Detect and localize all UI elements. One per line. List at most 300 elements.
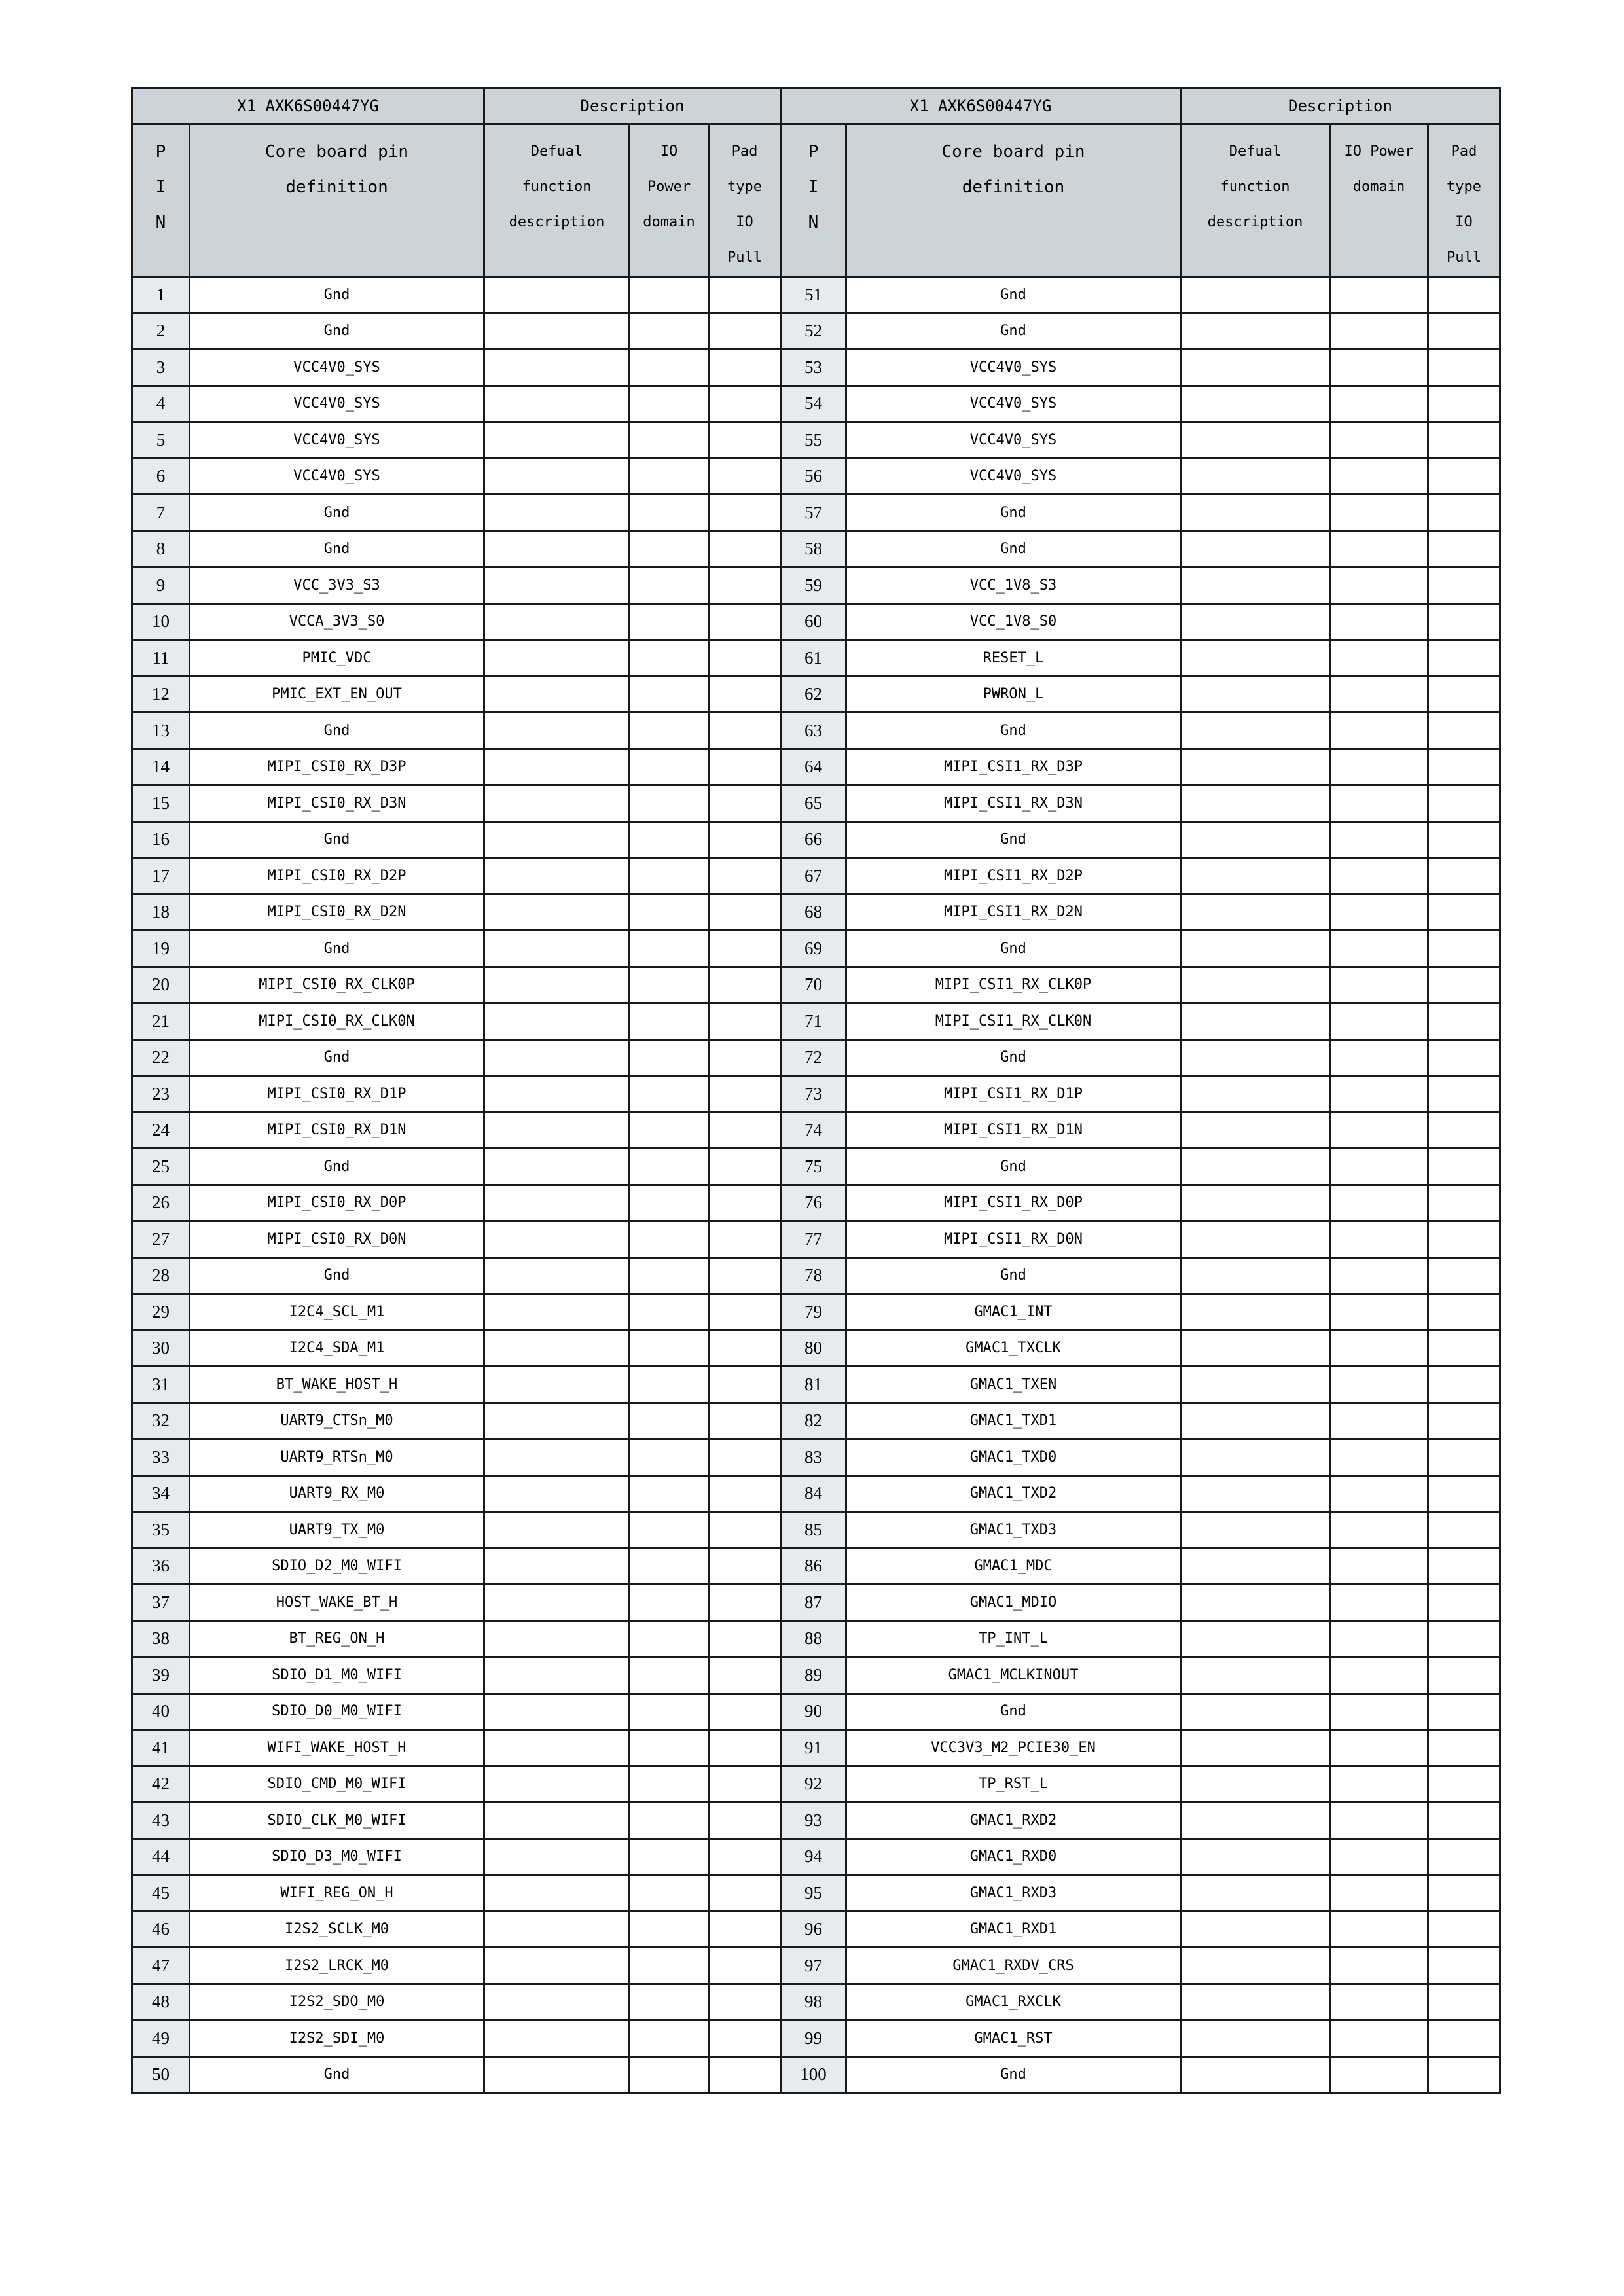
pad-type-cell-left xyxy=(709,1948,781,1984)
default-function-cell-left xyxy=(484,386,630,422)
io-power-cell-right xyxy=(1330,1693,1428,1730)
core-pin-name-right: MIPI_CSI1_RX_CLK0N xyxy=(846,1003,1181,1040)
pad-type-cell-right xyxy=(1428,1403,1500,1439)
pin-number-right: 86 xyxy=(781,1548,846,1585)
pad-type-cell-right xyxy=(1428,2020,1500,2057)
core-pin-name-left: MIPI_CSI0_RX_D0N xyxy=(190,1221,484,1258)
default-function-cell-left xyxy=(484,749,630,785)
io-power-cell-right xyxy=(1330,676,1428,713)
io-power-cell-left xyxy=(630,1984,709,2020)
io-power-cell-left xyxy=(630,1112,709,1149)
pad-type-cell-left xyxy=(709,1693,781,1730)
default-function-cell-right xyxy=(1181,1403,1330,1439)
pad-type-cell-left xyxy=(709,1367,781,1403)
core-pin-name-right: Gnd xyxy=(846,313,1181,350)
core-pin-name-left: MIPI_CSI0_RX_D3P xyxy=(190,749,484,785)
pin-number-left: 35 xyxy=(132,1512,190,1549)
default-function-cell-left xyxy=(484,1475,630,1512)
default-function-cell-right xyxy=(1181,458,1330,495)
io-power-cell-right xyxy=(1330,531,1428,567)
default-function-cell-right xyxy=(1181,603,1330,640)
default-function-header-left: Defual function description xyxy=(484,124,630,277)
default-function-cell-left xyxy=(484,2056,630,2093)
default-function-cell-left xyxy=(484,1803,630,1839)
pin-number-right: 78 xyxy=(781,1257,846,1294)
default-function-cell-right xyxy=(1181,2020,1330,2057)
pin-number-left: 46 xyxy=(132,1911,190,1948)
io-power-cell-left xyxy=(630,676,709,713)
pad-type-cell-right xyxy=(1428,1948,1500,1984)
default-function-cell-right xyxy=(1181,1367,1330,1403)
pad-type-cell-right xyxy=(1428,1439,1500,1476)
default-function-cell-left xyxy=(484,1875,630,1912)
core-pin-name-left: MIPI_CSI0_RX_D1N xyxy=(190,1112,484,1149)
pin-number-left: 30 xyxy=(132,1330,190,1367)
default-function-cell-right xyxy=(1181,1657,1330,1694)
pin-number-left: 24 xyxy=(132,1112,190,1149)
pad-type-cell-right xyxy=(1428,1984,1500,2020)
pad-type-cell-left xyxy=(709,603,781,640)
default-function-cell-left xyxy=(484,1512,630,1549)
table-row xyxy=(132,1875,1500,1912)
default-function-cell-left xyxy=(484,640,630,677)
default-function-cell-right xyxy=(1181,1548,1330,1585)
table-row xyxy=(132,458,1500,495)
core-pin-name-left: Gnd xyxy=(190,713,484,749)
pin-number-right: 87 xyxy=(781,1585,846,1621)
table-row xyxy=(132,350,1500,386)
pad-type-cell-right xyxy=(1428,1548,1500,1585)
pin-number-left: 43 xyxy=(132,1803,190,1839)
core-pin-name-right: GMAC1_TXD2 xyxy=(846,1475,1181,1512)
io-power-cell-right xyxy=(1330,1185,1428,1221)
pin-number-left: 45 xyxy=(132,1875,190,1912)
pad-type-cell-left xyxy=(709,821,781,858)
pin-number-left: 34 xyxy=(132,1475,190,1512)
io-power-cell-left xyxy=(630,858,709,895)
pad-type-cell-left xyxy=(709,1294,781,1331)
pin-number-left: 36 xyxy=(132,1548,190,1585)
io-power-cell-left xyxy=(630,821,709,858)
core-pin-name-left: UART9_RTSn_M0 xyxy=(190,1439,484,1476)
core-pin-name-right: Gnd xyxy=(846,1039,1181,1076)
pin-number-left: 48 xyxy=(132,1984,190,2020)
io-power-cell-right xyxy=(1330,1548,1428,1585)
pin-definition-table xyxy=(131,87,1501,2094)
table-row xyxy=(132,1003,1500,1040)
pad-type-cell-left xyxy=(709,1875,781,1912)
pad-type-cell-right xyxy=(1428,821,1500,858)
pad-type-cell-left xyxy=(709,531,781,567)
pin-number-right: 84 xyxy=(781,1475,846,1512)
pin-number-right: 65 xyxy=(781,785,846,822)
core-pin-name-right: GMAC1_RXCLK xyxy=(846,1984,1181,2020)
default-function-cell-left xyxy=(484,1766,630,1803)
pad-type-cell-left xyxy=(709,1621,781,1657)
pad-type-cell-left xyxy=(709,277,781,314)
pin-number-right: 80 xyxy=(781,1330,846,1367)
pad-type-cell-left xyxy=(709,967,781,1003)
io-power-cell-right xyxy=(1330,567,1428,604)
pin-number-right: 77 xyxy=(781,1221,846,1258)
pin-number-right: 88 xyxy=(781,1621,846,1657)
io-power-cell-right xyxy=(1330,894,1428,931)
core-pin-name-right: RESET_L xyxy=(846,640,1181,677)
io-power-cell-right xyxy=(1330,1403,1428,1439)
core-pin-name-left: VCC4V0_SYS xyxy=(190,350,484,386)
table-row xyxy=(132,1948,1500,1984)
pad-type-cell-left xyxy=(709,1149,781,1185)
core-pin-name-left: I2C4_SDA_M1 xyxy=(190,1330,484,1367)
pin-number-left: 17 xyxy=(132,858,190,895)
table-row xyxy=(132,1548,1500,1585)
pad-type-cell-left xyxy=(709,2020,781,2057)
default-function-cell-left xyxy=(484,603,630,640)
core-pin-name-left: BT_WAKE_HOST_H xyxy=(190,1367,484,1403)
core-pin-name-right: MIPI_CSI1_RX_D2N xyxy=(846,894,1181,931)
pad-type-cell-right xyxy=(1428,1039,1500,1076)
core-pin-name-right: Gnd xyxy=(846,1149,1181,1185)
table-row xyxy=(132,640,1500,677)
pin-number-left: 3 xyxy=(132,350,190,386)
default-function-cell-right xyxy=(1181,2056,1330,2093)
core-pin-name-right: PWRON_L xyxy=(846,676,1181,713)
default-function-cell-left xyxy=(484,1076,630,1113)
io-power-cell-left xyxy=(630,458,709,495)
io-power-cell-left xyxy=(630,749,709,785)
pad-type-cell-left xyxy=(709,458,781,495)
pad-type-cell-left xyxy=(709,931,781,967)
core-pin-name-right: Gnd xyxy=(846,1257,1181,1294)
default-function-cell-left xyxy=(484,277,630,314)
default-function-cell-left xyxy=(484,967,630,1003)
pad-type-cell-right xyxy=(1428,531,1500,567)
pad-type-cell-right xyxy=(1428,1585,1500,1621)
core-pin-name-right: MIPI_CSI1_RX_D3P xyxy=(846,749,1181,785)
pin-number-left: 44 xyxy=(132,1839,190,1875)
pad-type-cell-left xyxy=(709,386,781,422)
io-power-cell-left xyxy=(630,1076,709,1113)
io-power-cell-right xyxy=(1330,1439,1428,1476)
pad-type-cell-left xyxy=(709,713,781,749)
pin-header-right: P I N xyxy=(781,124,846,277)
io-power-cell-left xyxy=(630,1367,709,1403)
io-power-cell-right xyxy=(1330,1948,1428,1984)
core-pin-name-left: Gnd xyxy=(190,277,484,314)
column-header-row xyxy=(132,124,1500,277)
table-row xyxy=(132,1367,1500,1403)
default-function-cell-left xyxy=(484,1330,630,1367)
io-power-cell-right xyxy=(1330,967,1428,1003)
default-function-cell-right xyxy=(1181,858,1330,895)
io-power-cell-right xyxy=(1330,785,1428,822)
default-function-cell-right xyxy=(1181,1621,1330,1657)
pin-number-right: 85 xyxy=(781,1512,846,1549)
pad-type-cell-left xyxy=(709,350,781,386)
pin-number-left: 12 xyxy=(132,676,190,713)
default-function-cell-left xyxy=(484,1003,630,1040)
io-power-cell-right xyxy=(1330,1984,1428,2020)
default-function-cell-right xyxy=(1181,821,1330,858)
core-pin-name-right: GMAC1_RXD3 xyxy=(846,1875,1181,1912)
io-power-cell-left xyxy=(630,422,709,459)
table-row xyxy=(132,2020,1500,2057)
default-function-cell-left xyxy=(484,1839,630,1875)
core-pin-name-left: Gnd xyxy=(190,531,484,567)
core-pin-name-left: Gnd xyxy=(190,1149,484,1185)
description-left-title: Description xyxy=(484,88,781,124)
pin-number-left: 21 xyxy=(132,1003,190,1040)
io-power-cell-right xyxy=(1330,1149,1428,1185)
default-function-cell-left xyxy=(484,1439,630,1476)
core-pin-name-left: VCC4V0_SYS xyxy=(190,458,484,495)
pin-number-right: 82 xyxy=(781,1403,846,1439)
core-pin-name-right: GMAC1_MDIO xyxy=(846,1585,1181,1621)
default-function-cell-right xyxy=(1181,1221,1330,1258)
io-power-cell-left xyxy=(630,1621,709,1657)
pin-number-left: 1 xyxy=(132,277,190,314)
core-pin-name-right: MIPI_CSI1_RX_D0N xyxy=(846,1221,1181,1258)
default-function-cell-left xyxy=(484,1730,630,1767)
default-function-cell-left xyxy=(484,1657,630,1694)
pin-number-left: 5 xyxy=(132,422,190,459)
table-row xyxy=(132,386,1500,422)
default-function-cell-right xyxy=(1181,967,1330,1003)
pin-number-right: 66 xyxy=(781,821,846,858)
pin-number-right: 92 xyxy=(781,1766,846,1803)
group-left-title: X1 AXK6S00447YG xyxy=(132,88,484,124)
pad-type-cell-right xyxy=(1428,1875,1500,1912)
core-pin-name-right: GMAC1_TXEN xyxy=(846,1367,1181,1403)
default-function-cell-right xyxy=(1181,386,1330,422)
pin-number-right: 64 xyxy=(781,749,846,785)
default-function-cell-right xyxy=(1181,1185,1330,1221)
core-pin-name-left: WIFI_WAKE_HOST_H xyxy=(190,1730,484,1767)
core-pin-name-right: MIPI_CSI1_RX_CLK0P xyxy=(846,967,1181,1003)
io-power-cell-left xyxy=(630,350,709,386)
core-pin-name-right: Gnd xyxy=(846,821,1181,858)
pin-number-right: 94 xyxy=(781,1839,846,1875)
io-power-cell-right xyxy=(1330,350,1428,386)
description-right-title: Description xyxy=(1181,88,1500,124)
default-function-cell-left xyxy=(484,1403,630,1439)
table-row xyxy=(132,1621,1500,1657)
pin-number-left: 20 xyxy=(132,967,190,1003)
default-function-cell-left xyxy=(484,1221,630,1258)
default-function-cell-left xyxy=(484,495,630,531)
table-row xyxy=(132,894,1500,931)
pad-type-cell-right xyxy=(1428,422,1500,459)
pin-number-left: 26 xyxy=(132,1185,190,1221)
pad-type-cell-right xyxy=(1428,1257,1500,1294)
pad-type-cell-right xyxy=(1428,1475,1500,1512)
core-pin-name-left: BT_REG_ON_H xyxy=(190,1621,484,1657)
default-function-cell-left xyxy=(484,931,630,967)
default-function-cell-left xyxy=(484,531,630,567)
core-pin-name-right: VCC4V0_SYS xyxy=(846,386,1181,422)
core-pin-header-right: Core board pin definition xyxy=(846,124,1181,277)
io-power-cell-left xyxy=(630,1657,709,1694)
pin-number-left: 25 xyxy=(132,1149,190,1185)
table-row xyxy=(132,313,1500,350)
default-function-cell-right xyxy=(1181,640,1330,677)
pad-type-cell-left xyxy=(709,1475,781,1512)
pin-number-right: 72 xyxy=(781,1039,846,1076)
default-function-cell-right xyxy=(1181,1730,1330,1767)
core-pin-name-right: Gnd xyxy=(846,495,1181,531)
pad-type-cell-right xyxy=(1428,1367,1500,1403)
default-function-cell-right xyxy=(1181,531,1330,567)
pad-type-cell-right xyxy=(1428,1621,1500,1657)
core-pin-name-right: Gnd xyxy=(846,531,1181,567)
io-power-cell-left xyxy=(630,1294,709,1331)
core-pin-name-right: GMAC1_TXD3 xyxy=(846,1512,1181,1549)
pin-number-left: 50 xyxy=(132,2056,190,2093)
core-pin-name-right: VCC_1V8_S0 xyxy=(846,603,1181,640)
pin-number-left: 6 xyxy=(132,458,190,495)
default-function-cell-left xyxy=(484,858,630,895)
io-power-cell-right xyxy=(1330,2020,1428,2057)
table-row xyxy=(132,1112,1500,1149)
core-pin-name-left: I2C4_SCL_M1 xyxy=(190,1294,484,1331)
default-function-cell-right xyxy=(1181,313,1330,350)
pad-type-cell-left xyxy=(709,1221,781,1258)
pad-type-cell-left xyxy=(709,1839,781,1875)
core-pin-name-left: MIPI_CSI0_RX_CLK0P xyxy=(190,967,484,1003)
pin-number-right: 75 xyxy=(781,1149,846,1185)
io-power-cell-left xyxy=(630,1512,709,1549)
io-power-cell-left xyxy=(630,1039,709,1076)
core-pin-name-left: Gnd xyxy=(190,1039,484,1076)
core-pin-name-right: GMAC1_RXDV_CRS xyxy=(846,1948,1181,1984)
io-power-cell-right xyxy=(1330,1112,1428,1149)
core-pin-name-left: I2S2_SCLK_M0 xyxy=(190,1911,484,1948)
pad-type-cell-left xyxy=(709,1330,781,1367)
pad-type-cell-right xyxy=(1428,1766,1500,1803)
core-pin-name-left: Gnd xyxy=(190,1257,484,1294)
pin-number-left: 8 xyxy=(132,531,190,567)
io-power-cell-right xyxy=(1330,1875,1428,1912)
pin-number-left: 14 xyxy=(132,749,190,785)
pin-number-right: 90 xyxy=(781,1693,846,1730)
io-power-cell-left xyxy=(630,495,709,531)
pad-type-cell-right xyxy=(1428,1003,1500,1040)
io-power-cell-left xyxy=(630,1403,709,1439)
pin-number-left: 19 xyxy=(132,931,190,967)
table-row xyxy=(132,1475,1500,1512)
default-function-cell-right xyxy=(1181,1330,1330,1367)
pin-number-right: 57 xyxy=(781,495,846,531)
pin-number-right: 91 xyxy=(781,1730,846,1767)
io-power-cell-left xyxy=(630,313,709,350)
core-pin-name-right: GMAC1_TXCLK xyxy=(846,1330,1181,1367)
io-power-cell-right xyxy=(1330,603,1428,640)
pad-type-cell-left xyxy=(709,1003,781,1040)
io-power-cell-right xyxy=(1330,1512,1428,1549)
io-power-cell-left xyxy=(630,1730,709,1767)
default-function-cell-left xyxy=(484,894,630,931)
pin-number-right: 74 xyxy=(781,1112,846,1149)
default-function-cell-right xyxy=(1181,1257,1330,1294)
default-function-cell-left xyxy=(484,350,630,386)
core-pin-name-left: VCC_3V3_S3 xyxy=(190,567,484,604)
io-power-cell-left xyxy=(630,931,709,967)
pad-type-cell-left xyxy=(709,676,781,713)
core-pin-name-left: SDIO_D0_M0_WIFI xyxy=(190,1693,484,1730)
core-pin-name-right: GMAC1_RST xyxy=(846,2020,1181,2057)
default-function-cell-left xyxy=(484,1039,630,1076)
core-pin-name-right: GMAC1_TXD1 xyxy=(846,1403,1181,1439)
default-function-cell-right xyxy=(1181,785,1330,822)
pin-number-left: 49 xyxy=(132,2020,190,2057)
io-power-header-left: IO Power domain xyxy=(630,124,709,277)
pad-type-cell-left xyxy=(709,894,781,931)
io-power-cell-right xyxy=(1330,1003,1428,1040)
default-function-cell-right xyxy=(1181,1766,1330,1803)
pad-type-cell-left xyxy=(709,1076,781,1113)
table-row xyxy=(132,1076,1500,1113)
pad-type-cell-right xyxy=(1428,495,1500,531)
io-power-cell-left xyxy=(630,1803,709,1839)
pad-type-cell-right xyxy=(1428,1911,1500,1948)
pin-number-left: 9 xyxy=(132,567,190,604)
pin-number-left: 10 xyxy=(132,603,190,640)
table-row xyxy=(132,749,1500,785)
default-function-cell-left xyxy=(484,1367,630,1403)
io-power-cell-left xyxy=(630,1439,709,1476)
pad-type-cell-right xyxy=(1428,1730,1500,1767)
table-row xyxy=(132,422,1500,459)
default-function-cell-left xyxy=(484,676,630,713)
io-power-cell-right xyxy=(1330,277,1428,314)
io-power-cell-left xyxy=(630,713,709,749)
pin-number-right: 83 xyxy=(781,1439,846,1476)
pin-number-left: 23 xyxy=(132,1076,190,1113)
core-pin-name-left: Gnd xyxy=(190,821,484,858)
pad-type-cell-left xyxy=(709,2056,781,2093)
pad-type-cell-left xyxy=(709,1257,781,1294)
pin-number-left: 18 xyxy=(132,894,190,931)
core-pin-name-right: GMAC1_RXD2 xyxy=(846,1803,1181,1839)
table-row xyxy=(132,1766,1500,1803)
io-power-cell-left xyxy=(630,567,709,604)
default-function-cell-left xyxy=(484,713,630,749)
core-pin-name-right: VCC4V0_SYS xyxy=(846,458,1181,495)
pin-number-left: 31 xyxy=(132,1367,190,1403)
table-row xyxy=(132,858,1500,895)
pin-number-left: 28 xyxy=(132,1257,190,1294)
pin-number-left: 47 xyxy=(132,1948,190,1984)
core-pin-name-right: Gnd xyxy=(846,1693,1181,1730)
default-function-cell-right xyxy=(1181,1003,1330,1040)
default-function-cell-right xyxy=(1181,1475,1330,1512)
io-power-cell-right xyxy=(1330,1367,1428,1403)
default-function-cell-right xyxy=(1181,1439,1330,1476)
core-pin-name-left: SDIO_CMD_M0_WIFI xyxy=(190,1766,484,1803)
default-function-cell-right xyxy=(1181,713,1330,749)
default-function-cell-right xyxy=(1181,277,1330,314)
default-function-cell-right xyxy=(1181,1911,1330,1948)
pad-type-cell-left xyxy=(709,1185,781,1221)
pad-type-cell-left xyxy=(709,1911,781,1948)
core-pin-name-right: MIPI_CSI1_RX_D1P xyxy=(846,1076,1181,1113)
core-pin-name-left: Gnd xyxy=(190,495,484,531)
default-function-cell-left xyxy=(484,313,630,350)
core-pin-name-right: MIPI_CSI1_RX_D0P xyxy=(846,1185,1181,1221)
io-power-cell-right xyxy=(1330,713,1428,749)
io-power-cell-left xyxy=(630,1221,709,1258)
pin-header-left: P I N xyxy=(132,124,190,277)
